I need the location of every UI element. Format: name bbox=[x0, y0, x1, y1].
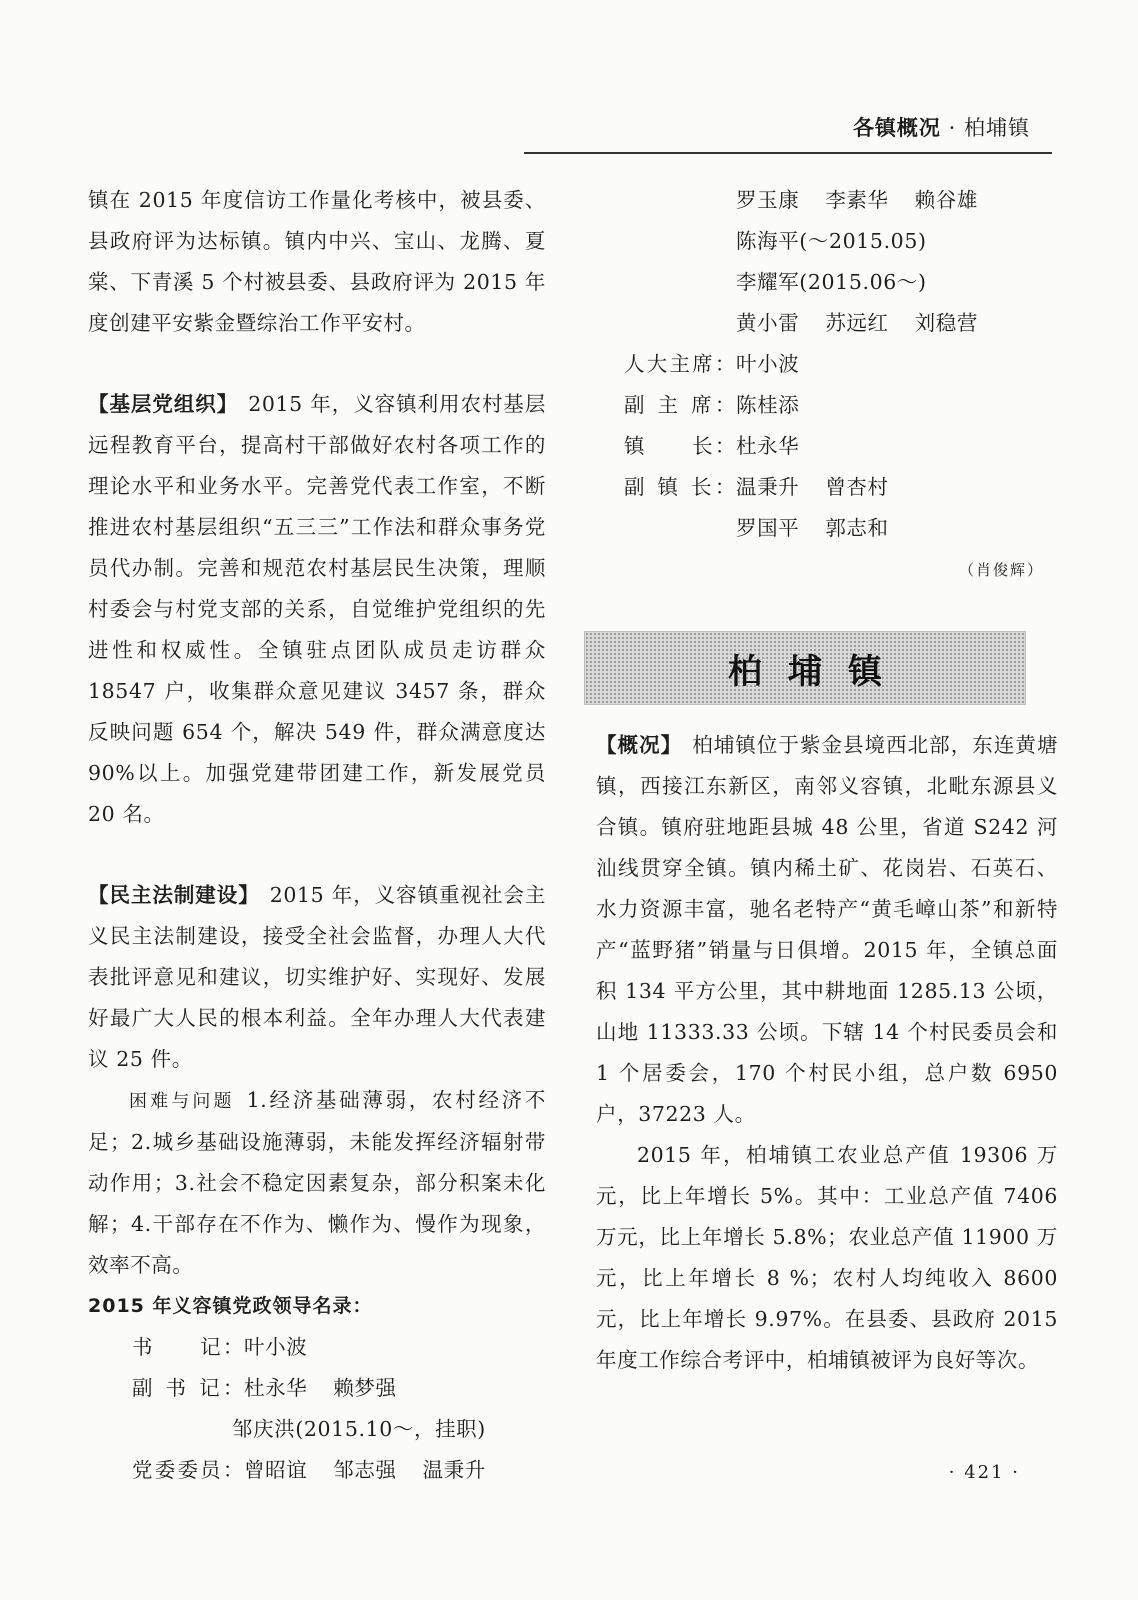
law-paragraph bbox=[88, 875, 546, 1080]
list-title-text: 年义容镇党政领导名录： bbox=[152, 1295, 373, 1317]
person-name: 陈海平(～2015.05) bbox=[736, 229, 927, 253]
person-name: 刘稳营 bbox=[914, 311, 978, 335]
person-name: 杜永华 bbox=[244, 1376, 308, 1400]
person-name: 赖梦强 bbox=[333, 1376, 397, 1400]
header-separator: · bbox=[948, 116, 957, 140]
deputy-secretary-line bbox=[132, 1368, 546, 1409]
law-tag: 【民主法制建设】 bbox=[88, 883, 260, 907]
committee-cont-line bbox=[624, 221, 1058, 262]
role-label: 副 主 席： bbox=[624, 393, 736, 417]
npc-chair-line bbox=[624, 344, 1058, 385]
person-name: 罗玉康 bbox=[736, 188, 800, 212]
law-text: 2015 年，义容镇重视社会主义民主法制建设，接受全社会监督，办理人大代表批评意见和建议，切实维护好、实现好、发展好最广大人民的根本利益。全年办理人大代表建议 25 件。 bbox=[88, 883, 547, 1071]
vice-mayor-line bbox=[624, 467, 1058, 508]
mayor-line bbox=[624, 426, 1058, 467]
page-number: · 421 · bbox=[948, 1462, 1020, 1483]
person-name: 罗国平 bbox=[736, 516, 800, 540]
deputy-secretary-extra bbox=[132, 1409, 546, 1450]
person-name: 温秉升 bbox=[422, 1458, 486, 1482]
leaders-list-title bbox=[88, 1286, 546, 1327]
economy-paragraph: 2015 年，柏埔镇工农业总产值 19306 万元，比上年增长 5%。其中：工业总产值 7406 万元，比上年增长 5.8%；农业总产值 11900 万元，比上年增长 8 %；农村人均纯收入 8600 元，比上年增长 9.97%。在县委、县政府 2015 年度工作综合考评中，柏埔镇被评为良好等次。 bbox=[596, 1143, 1058, 1372]
party-paragraph bbox=[88, 384, 546, 835]
problems-text: 1.经济基础薄弱，农村经济不足；2.城乡基础设施薄弱，未能发挥经济辐射带动作用；3.社会不稳定因素复杂，部分积案未化解；4.干部存在不作为、懒作为、慢作为现象，效率不高。 bbox=[88, 1088, 547, 1277]
right-column bbox=[596, 180, 1058, 1381]
left-column bbox=[88, 180, 546, 1491]
problems-paragraph bbox=[88, 1080, 546, 1286]
overview-tag: 【概况】 bbox=[596, 733, 683, 757]
committee-cont-line bbox=[624, 303, 1058, 344]
leaders-list bbox=[88, 1327, 546, 1491]
role-label: 党委委员： bbox=[132, 1458, 244, 1482]
leaders-list-continued bbox=[596, 180, 1058, 549]
person-name: 曾昭谊 bbox=[244, 1458, 308, 1482]
person-name: 李耀军(2015.06～) bbox=[736, 270, 927, 294]
author-credit: （肖俊辉） bbox=[958, 561, 1044, 579]
person-name: 邹庆洪(2015.10～，挂职) bbox=[232, 1417, 486, 1441]
role-label: 人大主席： bbox=[624, 352, 736, 376]
party-text: 2015 年，义容镇利用农村基层远程教育平台，提高村干部做好农村各项工作的理论水平和业务水平。完善党代表工作室，不断推进农村基层组织“五三三”工作法和群众事务党员代办制。完善和规范农村基层民生决策，理顺村委会与村党支部的关系，自觉维护党组织的先进性和权威性。全镇驻点团队成员走访群众 18547 户，收集群众意见建议 3457 条，群众反映问题 654 个，解决 549 件，群众满意度达 90%以上。加强党建带团建工作，新发展党员 20 名。 bbox=[88, 392, 546, 826]
person-name: 叶小波 bbox=[244, 1335, 308, 1359]
person-name: 陈桂添 bbox=[736, 393, 800, 417]
role-label: 书 记： bbox=[132, 1335, 244, 1359]
header-town: 柏埔镇 bbox=[964, 116, 1030, 140]
person-name: 赖谷雄 bbox=[914, 188, 978, 212]
person-name: 曾杏村 bbox=[825, 475, 889, 499]
person-name: 杜永华 bbox=[736, 434, 800, 458]
person-name: 黄小雷 bbox=[736, 311, 800, 335]
committee-cont-line bbox=[624, 262, 1058, 303]
running-header bbox=[853, 112, 1030, 142]
party-tag: 【基层党组织】 bbox=[88, 392, 239, 416]
header-section: 各镇概况 bbox=[852, 116, 941, 140]
committee-line bbox=[132, 1450, 546, 1491]
role-label: 副 书 记： bbox=[132, 1376, 244, 1400]
committee-cont-line bbox=[624, 180, 1058, 221]
overview-paragraph bbox=[596, 725, 1058, 1135]
vice-mayor-cont-line bbox=[624, 508, 1058, 549]
person-name: 苏远红 bbox=[825, 311, 889, 335]
intro-paragraph: 镇在 2015 年度信访工作量化考核中，被县委、县政府评为达标镇。镇内中兴、宝山、龙腾、夏棠、下青溪 5 个村被县委、县政府评为 2015 年度创建平安紫金暨综治工作平安村。 bbox=[88, 188, 546, 335]
person-name: 李素华 bbox=[825, 188, 889, 212]
person-name: 郭志和 bbox=[825, 516, 889, 540]
secretary-line bbox=[132, 1327, 546, 1368]
role-label: 镇 长： bbox=[624, 434, 736, 458]
header-rule bbox=[524, 152, 1052, 154]
overview-text: 柏埔镇位于紫金县境西北部，东连黄塘镇，西接江东新区，南邻义容镇，北毗东源县义合镇。镇府驻地距县城 48 公里，省道 S242 河汕线贯穿全镇。镇内稀土矿、花岗岩、石英石、水力资源丰富，驰名老特产“黄毛嶂山茶”和新特产“蓝野猪”销量与日俱增。2015 年，全镇总面积 134 平方公里，其中耕地面 1285.13 公顷，山地 11333.33 公顷。下辖 14 个村民委员会和 1 个居委会，170 个村民小组，总户数 6950 户，37223 人。 bbox=[596, 733, 1058, 1126]
section-title: 柏埔镇 bbox=[728, 651, 908, 692]
role-label: 副 镇 长： bbox=[624, 475, 736, 499]
problems-label: 困难与问题 bbox=[129, 1091, 235, 1112]
person-name: 叶小波 bbox=[736, 352, 800, 376]
list-year: 2015 bbox=[88, 1295, 145, 1317]
person-name: 温秉升 bbox=[736, 475, 800, 499]
vice-chair-line bbox=[624, 385, 1058, 426]
person-name: 邹志强 bbox=[333, 1458, 397, 1482]
section-title-banner bbox=[584, 631, 1026, 705]
